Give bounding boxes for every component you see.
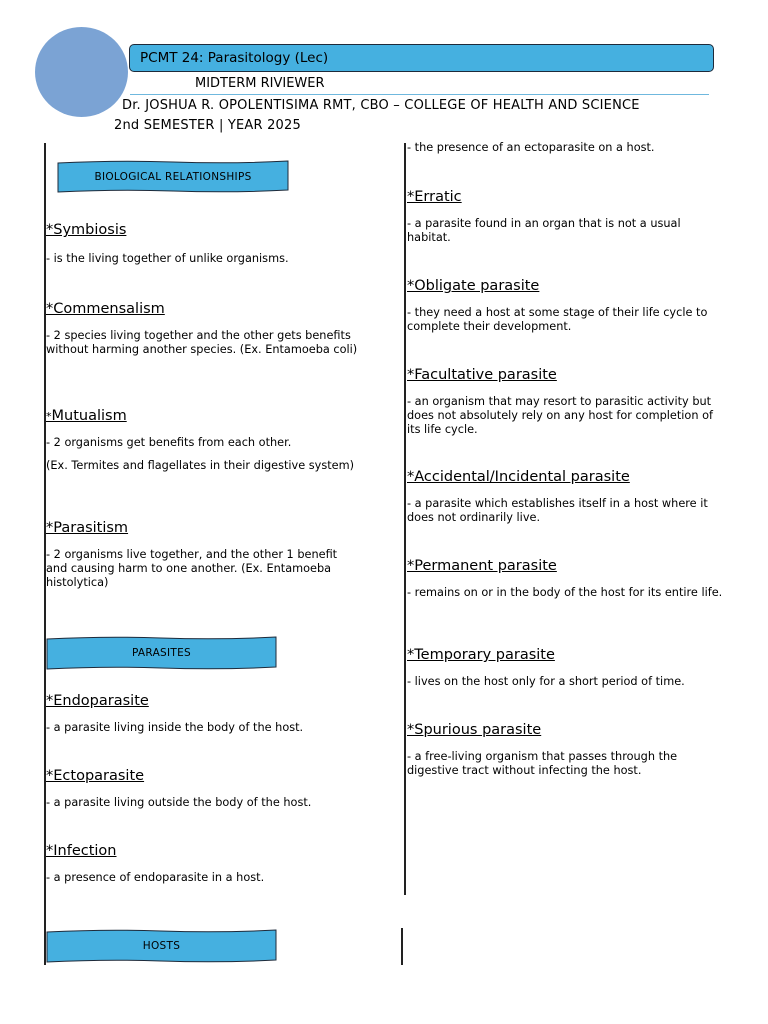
term-obligate-parasite: *Obligate parasite	[407, 278, 540, 294]
header-circle-decoration	[35, 27, 128, 117]
term-accidental-parasite: *Accidental/Incidental parasite	[407, 469, 630, 485]
course-title-bar	[129, 44, 714, 72]
semester-line: 2nd SEMESTER | YEAR 2025	[114, 118, 301, 133]
term-mutualism	[46, 408, 127, 424]
desc-mutualism-example: (Ex. Termites and flagellates in their digestive system)	[46, 459, 355, 472]
desc-infection: - a presence of endoparasite in a host.	[46, 871, 265, 884]
desc-obligate-parasite: - they need a host at some stage of their life cycle to complete their development.	[407, 306, 708, 333]
section-banner-parasites	[46, 636, 277, 670]
banner-label: HOSTS	[142, 940, 181, 952]
desc-endoparasite: - a parasite living inside the body of the host.	[46, 721, 304, 734]
term-mutualism-star: *	[46, 410, 52, 423]
term-commensalism: *Commensalism	[46, 301, 165, 317]
header-divider	[130, 94, 709, 95]
term-ectoparasite: *Ectoparasite	[46, 768, 145, 784]
term-parasitism: *Parasitism	[46, 520, 129, 536]
desc-ectoparasite: - a parasite living outside the body of the host.	[46, 796, 312, 809]
course-title: PCMT 24: Parasitology (Lec)	[140, 50, 329, 66]
term-infection: *Infection	[46, 843, 117, 859]
desc-mutualism: - 2 organisms get benefits from each other.	[46, 436, 292, 449]
term-endoparasite: *Endoparasite	[46, 693, 149, 709]
term-erratic: *Erratic	[407, 189, 462, 205]
desc-parasitism: - 2 organisms live together, and the other 1 benefit and causing harm to one another. (Ex. Entamoeba histolytica)	[46, 548, 338, 589]
document-subtitle: MIDTERM RIVIEWER	[195, 76, 325, 91]
desc-infestation: - the presence of an ectoparasite on a host.	[407, 141, 655, 154]
right-column-rule	[404, 143, 406, 895]
desc-permanent-parasite: - remains on or in the body of the host for its entire life.	[407, 586, 723, 599]
desc-temporary-parasite: - lives on the host only for a short period of time.	[407, 675, 685, 688]
desc-facultative-parasite: - an organism that may resort to parasitic activity but does not absolutely rely on any host for completion of its life cycle.	[407, 395, 713, 436]
term-mutualism-label: Mutualism	[51, 408, 127, 424]
desc-erratic: - a parasite found in an organ that is not a usual habitat.	[407, 217, 681, 244]
right-column-rule-bottom	[401, 928, 403, 965]
banner-label: PARASITES	[131, 647, 192, 659]
banner-label: BIOLOGICAL RELATIONSHIPS	[94, 170, 252, 183]
desc-symbiosis: - is the living together of unlike organisms.	[46, 252, 289, 265]
section-banner-biological-relationships	[57, 160, 289, 193]
desc-spurious-parasite: - a free-living organism that passes through the digestive tract without infecting the host.	[407, 750, 678, 777]
desc-accidental-parasite: - a parasite which establishes itself in a host where it does not ordinarily live.	[407, 497, 708, 524]
instructor-line: Dr. JOSHUA R. OPOLENTISIMA RMT, CBO – COLLEGE OF HEALTH AND SCIENCE	[122, 98, 640, 113]
term-temporary-parasite: *Temporary parasite	[407, 647, 555, 663]
section-banner-hosts	[46, 929, 277, 963]
desc-commensalism: - 2 species living together and the other gets benefits without harming another species. (Ex. Entamoeba coli)	[46, 329, 358, 356]
term-symbiosis: *Symbiosis	[46, 222, 127, 238]
term-facultative-parasite: *Facultative parasite	[407, 367, 557, 383]
term-spurious-parasite: *Spurious parasite	[407, 722, 542, 738]
term-permanent-parasite: *Permanent parasite	[407, 558, 557, 574]
